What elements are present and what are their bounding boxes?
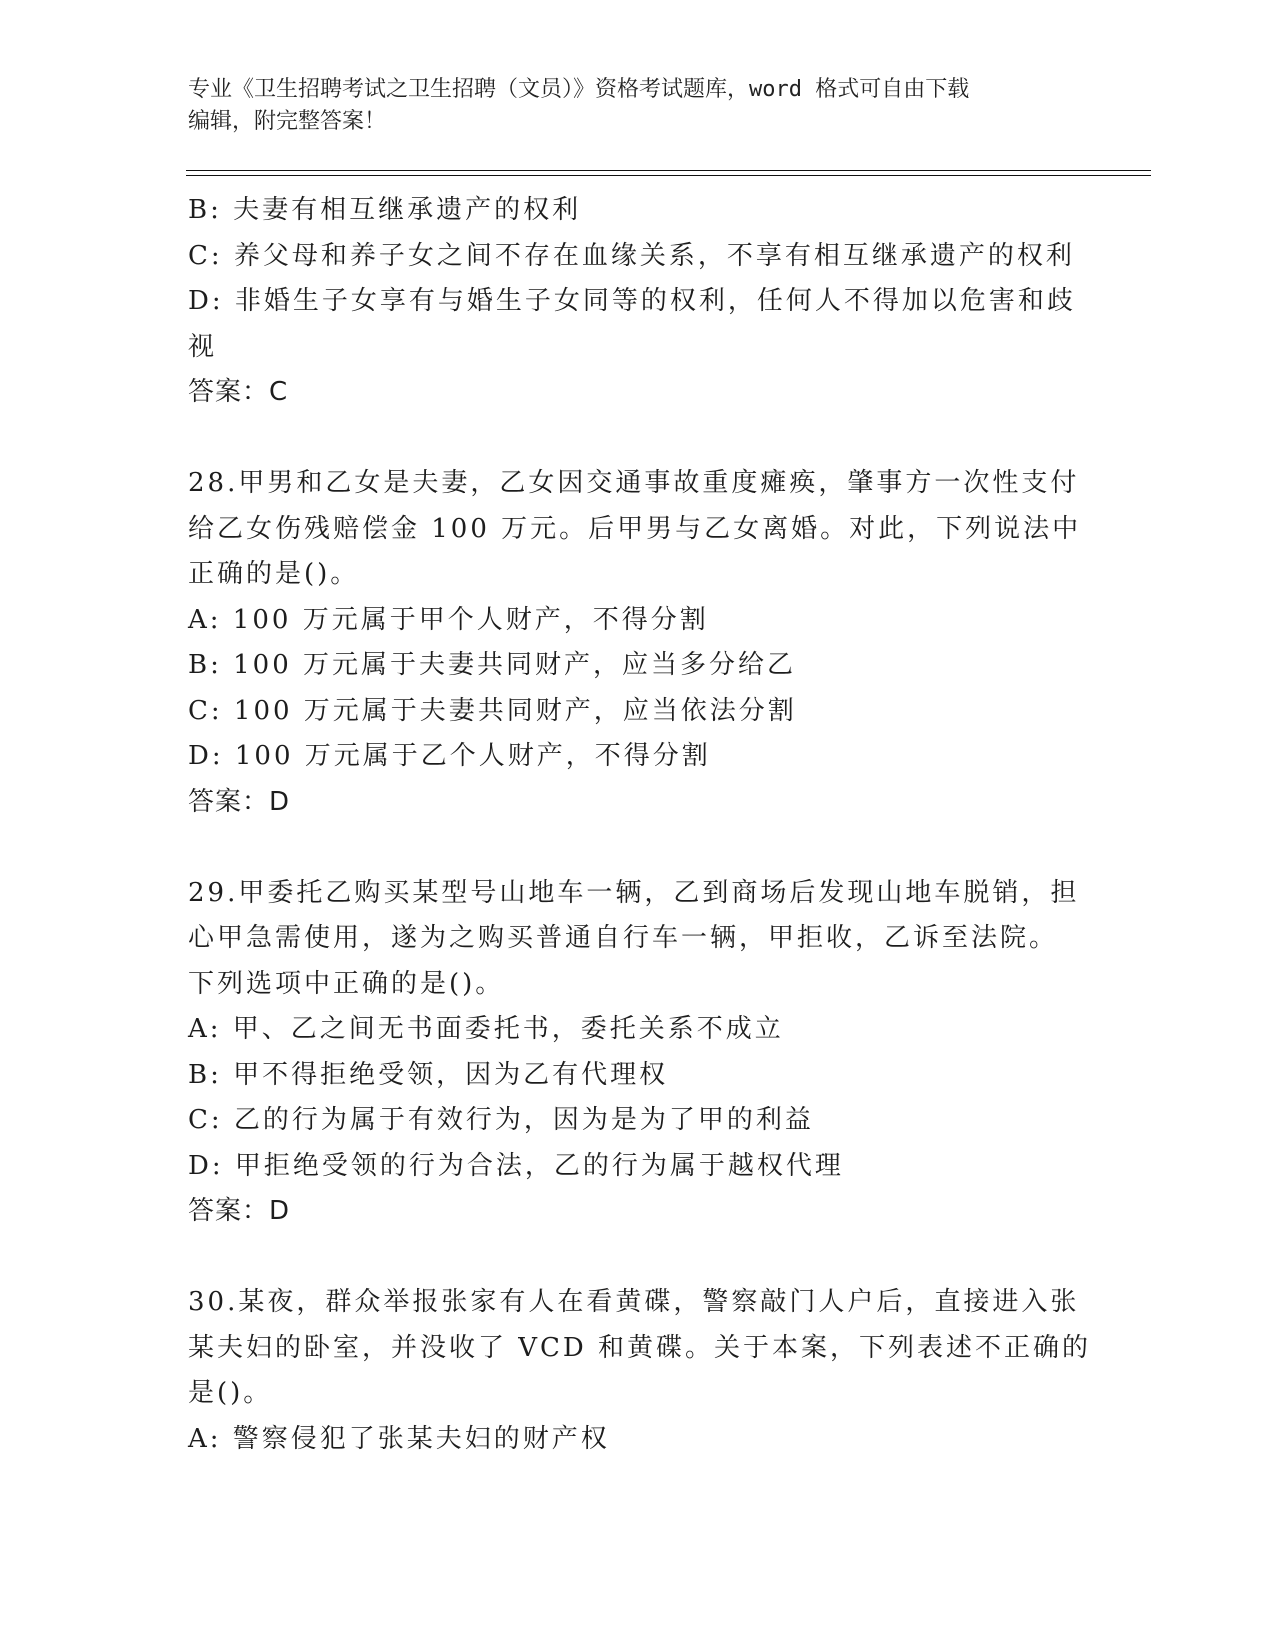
- option-d: D: 甲拒绝受领的行为合法，乙的行为属于越权代理: [188, 1150, 844, 1181]
- answer-27: 答案：C: [188, 377, 289, 407]
- option-b: B: 夫妻有相互继承遗产的权利: [188, 195, 582, 225]
- document-body: [188, 188, 1092, 1462]
- question-27-continued: [188, 188, 1088, 416]
- question-stem-line: 给乙女伤残赔偿金 100 万元。后甲男与乙女离婚。对此，下列说法中: [188, 513, 1082, 544]
- question-stem-line: 29.甲委托乙购买某型号山地车一辆，乙到商场后发现山地车脱销，担: [188, 877, 1080, 908]
- question-29: [188, 871, 1088, 1235]
- answer-29: 答案：D: [188, 1196, 291, 1226]
- header-rule-bottom: [186, 175, 1151, 176]
- option-a: A: 甲、乙之间无书面委托书，委托关系不成立: [188, 1014, 784, 1044]
- spacer: [188, 825, 1088, 871]
- option-a: A: 警察侵犯了张某夫妇的财产权: [188, 1423, 610, 1454]
- question-stem-line: 正确的是()。: [188, 559, 360, 589]
- option-d: D: 100 万元属于乙个人财产，不得分割: [188, 741, 711, 771]
- question-stem-line: 28.甲男和乙女是夫妻，乙女因交通事故重度瘫痪，肇事方一次性支付: [188, 468, 1080, 498]
- question-stem-line: 30.某夜，群众举报张家有人在看黄碟，警察敲门人户后，直接进入张: [188, 1287, 1080, 1317]
- question-stem-line: 心甲急需使用，遂为之购买普通自行车一辆，甲拒收，乙诉至法院。: [188, 923, 1059, 953]
- document-header: [188, 74, 1088, 138]
- option-c: C: 养父母和养子女之间不存在血缘关系，不享有相互继承遗产的权利: [188, 240, 1075, 271]
- question-28: [188, 461, 1088, 825]
- question-stem-line: 下列选项中正确的是()。: [188, 968, 505, 999]
- header-line-1: 专业《卫生招聘考试之卫生招聘（文员）》资格考试题库，word 格式可自由下载: [188, 77, 970, 102]
- question-stem-line: 某夫妇的卧室，并没收了 VCD 和黄碟。关于本案，下列表述不正确的: [188, 1332, 1092, 1363]
- spacer: [188, 416, 1088, 462]
- option-d: D: 非婚生子女享有与婚生子女同等的权利，任何人不得加以危害和歧: [188, 286, 1076, 316]
- option-b: B: 甲不得拒绝受领，因为乙有代理权: [188, 1059, 669, 1090]
- answer-28: 答案：D: [188, 786, 291, 817]
- question-stem-line: 是()。: [188, 1378, 273, 1408]
- header-rule-top: [186, 170, 1151, 171]
- option-c: C: 乙的行为属于有效行为，因为是为了甲的利益: [188, 1105, 814, 1135]
- option-a: A: 100 万元属于甲个人财产，不得分割: [188, 604, 709, 635]
- header-line-2: 编辑，附完整答案！: [188, 109, 387, 134]
- question-30: [188, 1280, 1092, 1462]
- option-d-continued: 视: [188, 331, 218, 362]
- option-b: B: 100 万元属于夫妻共同财产，应当多分给乙: [188, 650, 797, 680]
- spacer: [188, 1235, 1088, 1281]
- option-c: C: 100 万元属于夫妻共同财产，应当依法分割: [188, 695, 797, 726]
